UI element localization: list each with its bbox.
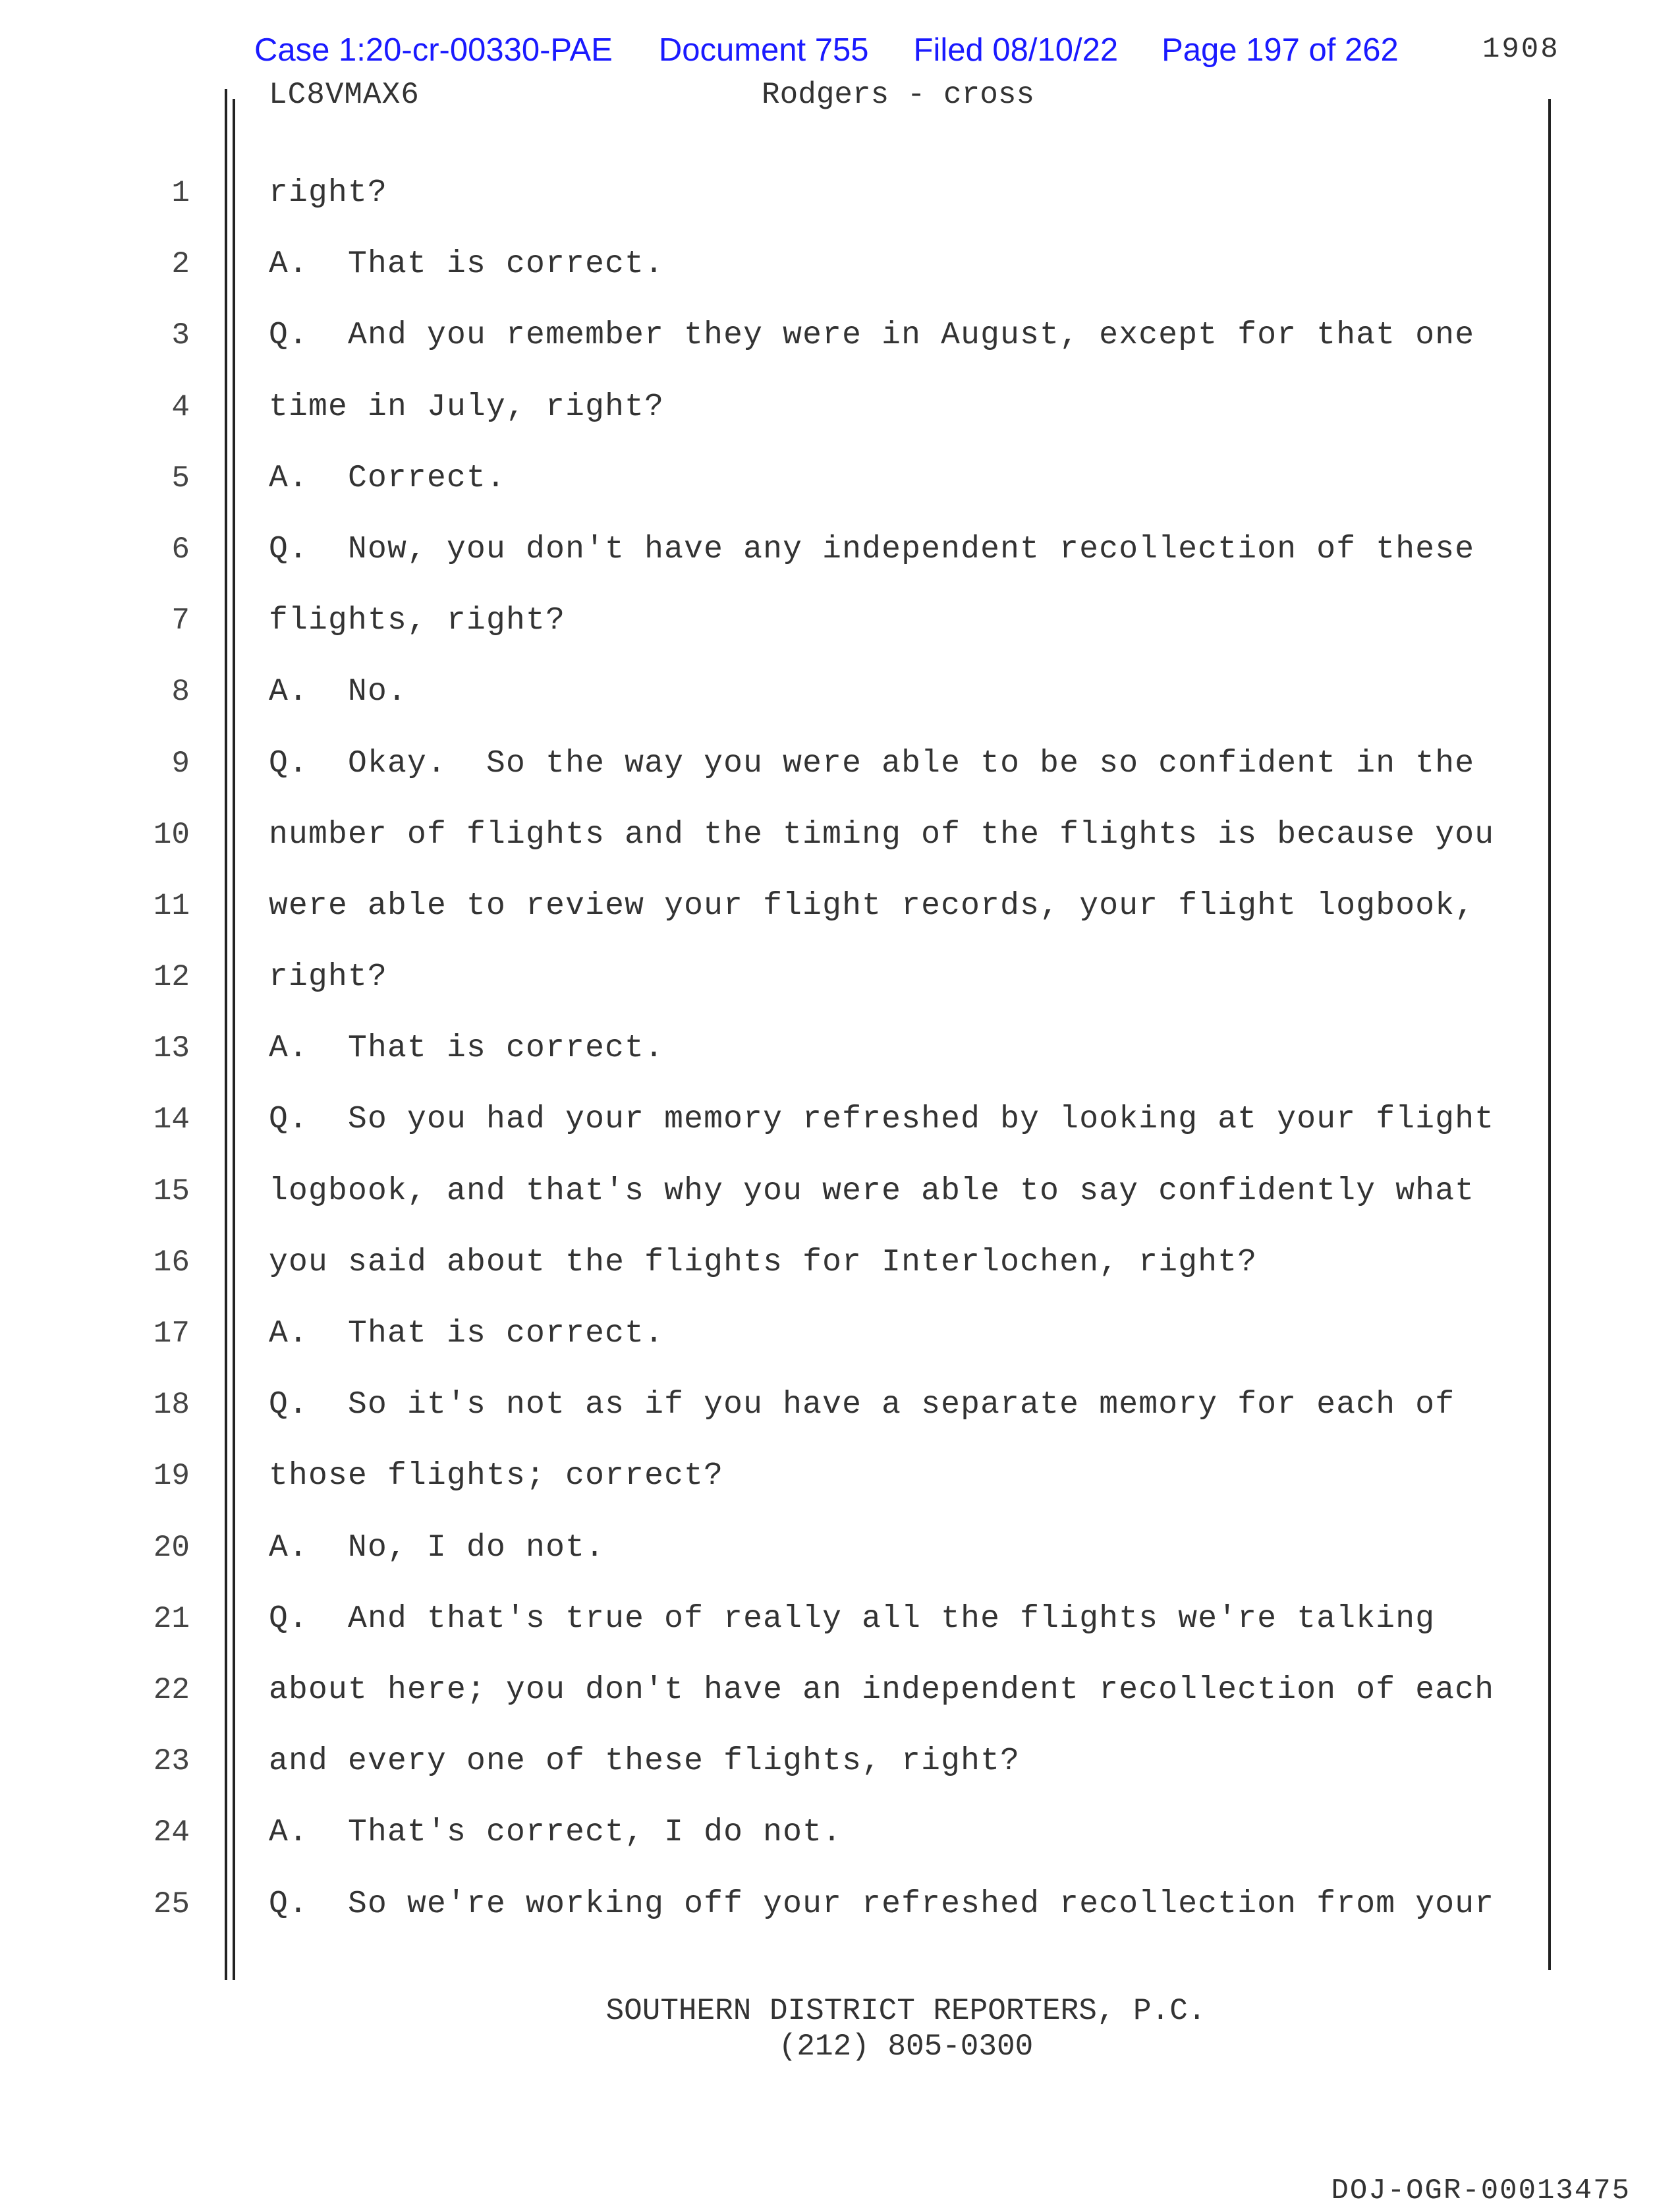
- transcript-line-3: [0, 315, 1680, 386]
- line-text: A. No, I do not.: [269, 1529, 605, 1566]
- reporter-name: SOUTHERN DISTRICT REPORTERS, P.C.: [605, 1994, 1206, 2028]
- transcript-line-24: [0, 1812, 1680, 1883]
- line-number: 5: [171, 461, 190, 496]
- reporter-phone: (212) 805-0300: [778, 2029, 1034, 2064]
- line-number: 25: [153, 1886, 190, 1921]
- line-text: Q. And you remember they were in August, except for that one: [269, 318, 1475, 354]
- line-text: right?: [269, 959, 388, 996]
- line-number: 14: [153, 1102, 190, 1137]
- case-number: Case 1:20-cr-00330-PAE: [254, 32, 613, 68]
- transcript-line-12: [0, 957, 1680, 1028]
- line-text: Q. And that's true of really all the flights we're talking: [269, 1601, 1436, 1637]
- line-text: those flights; correct?: [269, 1458, 724, 1494]
- line-number: 1: [171, 176, 190, 210]
- line-number: 9: [171, 746, 190, 781]
- line-text: logbook, and that's why you were able to say confidently what: [269, 1173, 1475, 1209]
- line-number: 4: [171, 389, 190, 424]
- transcript-line-8: [0, 671, 1680, 743]
- transcript-line-13: [0, 1028, 1680, 1099]
- transcript-code: LC8VMAX6: [269, 78, 420, 112]
- line-text: A. Correct.: [269, 460, 507, 496]
- transcript-line-18: [0, 1384, 1680, 1456]
- transcript-line-7: [0, 600, 1680, 671]
- document-number: Document 755: [658, 32, 869, 68]
- line-number: 6: [171, 532, 190, 567]
- line-number: 24: [153, 1815, 190, 1850]
- line-number: 15: [153, 1174, 190, 1208]
- transcript-line-16: [0, 1242, 1680, 1313]
- transcript-line-6: [0, 529, 1680, 600]
- line-text: and every one of these flights, right?: [269, 1744, 1021, 1780]
- line-number: 16: [153, 1245, 190, 1280]
- line-text: Q. So it's not as if you have a separate memory for each of: [269, 1387, 1455, 1423]
- line-text: A. That is correct.: [269, 1031, 665, 1067]
- line-text: A. That's correct, I do not.: [269, 1815, 843, 1851]
- transcript-line-15: [0, 1171, 1680, 1242]
- transcript-line-20: [0, 1527, 1680, 1599]
- line-number: 19: [153, 1459, 190, 1494]
- line-number: 8: [171, 675, 190, 710]
- line-number: 13: [153, 1031, 190, 1066]
- witness-title: Rodgers - cross: [762, 78, 1035, 112]
- line-text: A. That is correct.: [269, 1316, 665, 1351]
- transcript-line-10: [0, 814, 1680, 886]
- transcript-line-23: [0, 1741, 1680, 1812]
- line-text: about here; you don't have an independent recollection of each: [269, 1672, 1495, 1708]
- transcript-line-1: [0, 173, 1680, 244]
- transcript-line-4: [0, 387, 1680, 458]
- transcript-line-17: [0, 1313, 1680, 1384]
- line-text: you said about the flights for Interlochen, right?: [269, 1244, 1258, 1280]
- reporter-footer: [0, 1993, 1680, 2064]
- line-number: 21: [153, 1601, 190, 1636]
- transcript-line-9: [0, 743, 1680, 814]
- transcript-line-14: [0, 1099, 1680, 1170]
- filing-header: [254, 29, 1399, 71]
- line-text: were able to review your flight records, your flight logbook,: [269, 888, 1475, 924]
- line-text: time in July, right?: [269, 389, 665, 425]
- line-number: 10: [153, 817, 190, 852]
- line-text: Q. So you had your memory refreshed by looking at your flight: [269, 1102, 1495, 1138]
- line-number: 23: [153, 1744, 190, 1779]
- transcript-line-2: [0, 244, 1680, 315]
- transcript-subheader: [269, 78, 1521, 117]
- line-number: 7: [171, 604, 190, 638]
- line-number: 20: [153, 1530, 190, 1565]
- page-of-total: Page 197 of 262: [1162, 32, 1399, 68]
- line-number: 2: [171, 247, 190, 282]
- line-number: 3: [171, 318, 190, 353]
- line-text: flights, right?: [269, 603, 566, 639]
- line-text: Q. Okay. So the way you were able to be so confident in the: [269, 745, 1475, 781]
- transcript-line-25: [0, 1884, 1680, 1955]
- bates-number: DOJ-OGR-00013475: [1331, 2174, 1631, 2207]
- transcript-line-5: [0, 458, 1680, 529]
- line-number: 17: [153, 1317, 190, 1351]
- line-text: Q. So we're working off your refreshed recollection from your: [269, 1886, 1495, 1922]
- line-number: 12: [153, 960, 190, 995]
- line-number: 22: [153, 1672, 190, 1707]
- line-text: A. No.: [269, 674, 408, 710]
- line-number: 18: [153, 1388, 190, 1423]
- line-text: number of flights and the timing of the flights is because you: [269, 816, 1495, 853]
- filed-date: Filed 08/10/22: [913, 32, 1119, 68]
- line-text: Q. Now, you don't have any independent recollection of these: [269, 531, 1475, 567]
- transcript-lines: [0, 173, 1680, 1955]
- transcript-page-number: 1908: [1482, 33, 1560, 66]
- line-text: A. That is correct.: [269, 246, 665, 283]
- transcript-line-22: [0, 1670, 1680, 1741]
- transcript-line-21: [0, 1599, 1680, 1670]
- transcript-line-11: [0, 886, 1680, 957]
- line-text: right?: [269, 175, 388, 211]
- line-number: 11: [153, 888, 190, 923]
- transcript-line-19: [0, 1456, 1680, 1527]
